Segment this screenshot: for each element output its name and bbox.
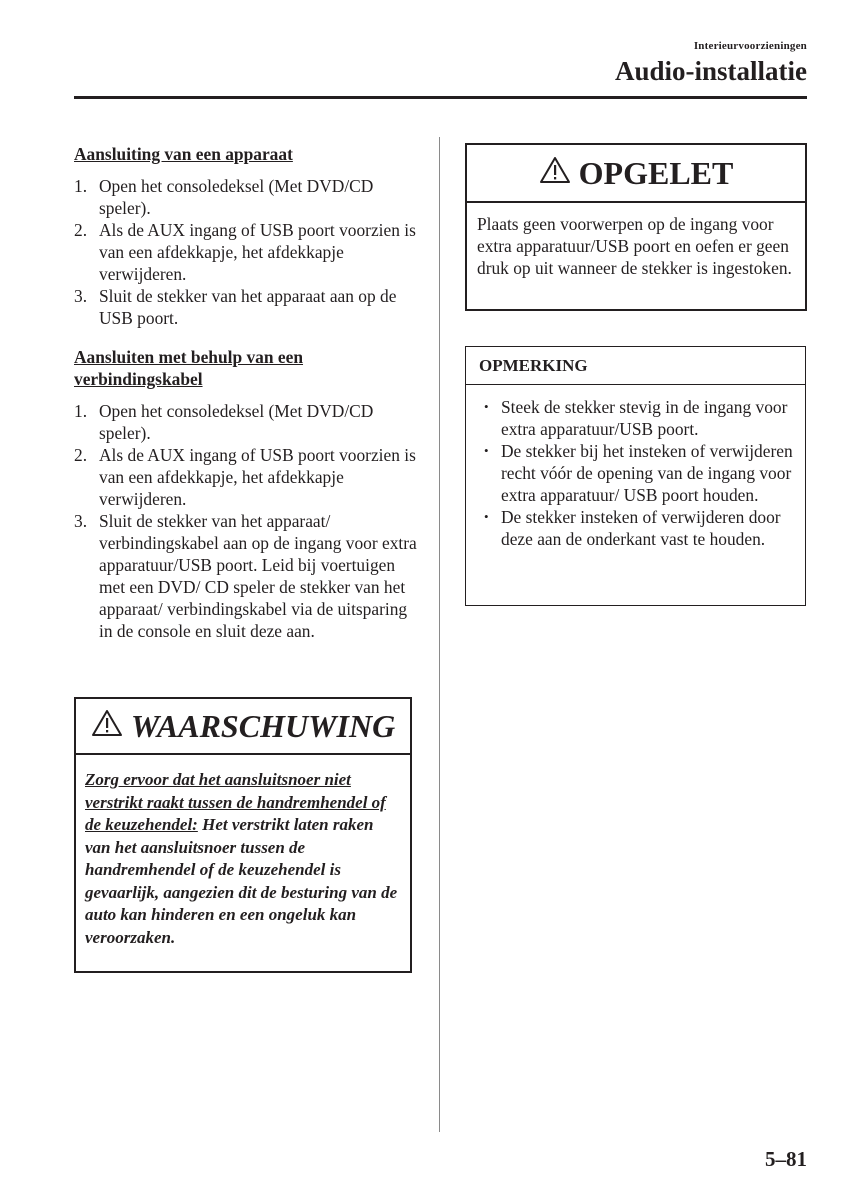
note-box <box>465 346 806 606</box>
list-item <box>74 510 419 642</box>
warning-box <box>74 697 412 973</box>
left-column <box>74 143 419 659</box>
step-text: Sluit de stekker van het apparaat/ verbindingskabel aan op de ingang voor extra apparatuur/USB poort. Leid bij voertuigen met een DVD/ CD speler de stekker van het apparaat/ verbindingskabel via de uitsparing in de console en sluit deze aan. <box>99 511 417 641</box>
steps-list-2 <box>74 400 419 642</box>
step-text: Als de AUX ingang of USB poort voorzien is van een afdekkapje, het afdekkapje verwijderen. <box>99 445 416 509</box>
warning-triangle-icon <box>539 155 571 192</box>
step-text: Open het consoledeksel (Met DVD/CD speler). <box>99 176 374 218</box>
page-number: 5–81 <box>765 1147 807 1171</box>
warning-emphasis: Zorg ervoor dat het aansluitsnoer niet verstrikt raakt tussen de handremhendel of de keuzehendel: <box>85 770 386 834</box>
step-number: 3. <box>74 511 88 531</box>
note-body <box>466 385 805 550</box>
heading-line-1: Aansluiten met behulp van een <box>74 347 304 367</box>
caution-box <box>465 143 807 311</box>
page-title: Audio-installatie <box>614 56 807 86</box>
note-list <box>480 396 797 550</box>
section-heading-connect-device: Aansluiting van een apparaat <box>74 144 293 164</box>
list-item: • Steek de stekker stevig in de ingang voor extra apparatuur/USB poort. <box>480 396 797 440</box>
caution-header <box>467 145 805 203</box>
warning-body <box>76 755 410 949</box>
header-rule <box>74 96 807 99</box>
step-number: 2. <box>74 445 88 465</box>
warning-title: WAARSCHUWING <box>130 707 396 744</box>
steps-list-1 <box>74 175 419 329</box>
caution-text: Plaats geen voorwerpen op de ingang voor extra apparatuur/USB poort en oefen er geen druk op uit wanneer de stekker is ingestoken. <box>477 214 792 278</box>
caution-title: OPGELET <box>578 154 734 191</box>
warning-triangle-icon <box>91 708 123 745</box>
step-number: 1. <box>74 401 88 421</box>
list-item <box>74 175 419 219</box>
warning-header <box>76 699 410 755</box>
warning-text: Het verstrikt laten raken van het aansluitsnoer tussen de handremhendel of de keuzehendel is gevaarlijk, aangezien dit de besturing van de auto kan hinderen en een ongeluk kan veroorzaken. <box>85 815 398 947</box>
step-number: 3. <box>74 286 88 306</box>
list-item: • De stekker bij het insteken of verwijderen recht vóór de opening van de ingang voor extra apparatuur/ USB poort houden. <box>480 440 797 506</box>
list-item <box>74 219 419 285</box>
column-divider <box>439 137 440 1132</box>
step-number: 1. <box>74 176 88 196</box>
step-number: 2. <box>74 220 88 240</box>
heading-line-2: verbindingskabel <box>74 369 203 389</box>
step-text: Sluit de stekker van het apparaat aan op de USB poort. <box>99 286 397 328</box>
step-text: Als de AUX ingang of USB poort voorzien is van een afdekkapje, het afdekkapje verwijderen. <box>99 220 416 284</box>
list-item <box>74 400 419 444</box>
step-text: Open het consoledeksel (Met DVD/CD speler). <box>99 401 374 443</box>
list-item: • De stekker insteken of verwijderen door deze aan de onderkant vast te houden. <box>480 506 797 550</box>
header-section-label: Interieurvoorzieningen <box>693 40 807 52</box>
list-item <box>74 444 419 510</box>
section-heading-connect-cable <box>74 346 419 390</box>
note-title: OPMERKING <box>466 347 805 385</box>
list-item <box>74 285 419 329</box>
